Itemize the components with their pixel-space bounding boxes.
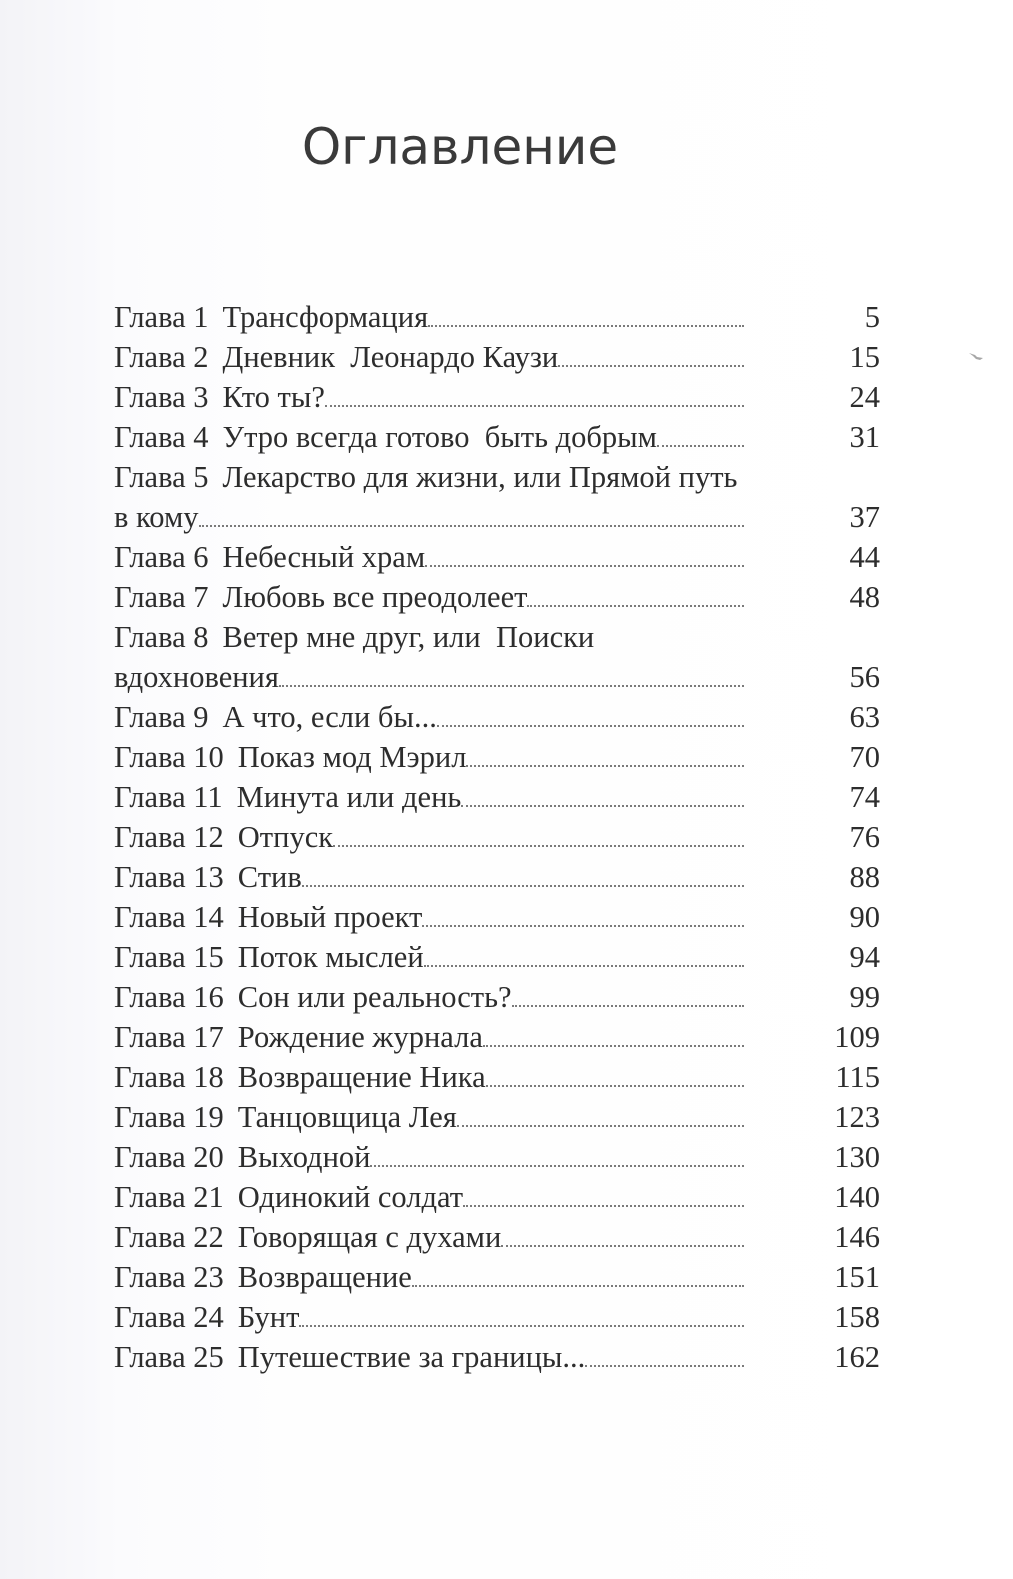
toc-entry-21[interactable] [114, 1177, 880, 1217]
chapter-number: Глава 20 [114, 1140, 224, 1174]
toc-entry-23[interactable] [114, 1257, 880, 1297]
page-number: 70 [849, 740, 880, 774]
chapter-number: Глава 12 [114, 820, 224, 854]
chapter-title: Новый проект [237, 900, 423, 934]
page-number: 31 [849, 420, 880, 454]
chapter-number: Глава 17 [114, 1020, 224, 1054]
toc-entry-18[interactable] [114, 1057, 880, 1097]
scan-speck-mark [968, 352, 986, 362]
dot-leader [486, 1085, 820, 1096]
page-number: 37 [849, 500, 880, 534]
page-number: 74 [849, 780, 880, 814]
chapter-number: Глава 11 [114, 780, 223, 814]
chapter-title: Небесный храм [222, 540, 426, 574]
dot-leader [512, 1005, 820, 1016]
chapter-title: Путешествие за границы... [237, 1340, 586, 1374]
chapter-title: А что, если бы... [222, 700, 437, 734]
page-number: 76 [849, 820, 880, 854]
dot-leader [299, 1325, 820, 1336]
toc-entry-10[interactable] [114, 737, 880, 777]
dot-leader [483, 1045, 820, 1056]
chapter-title: Утро всегда готово быть добрым [222, 420, 657, 454]
toc-entry-7[interactable] [114, 577, 880, 617]
chapter-number: Глава 22 [114, 1220, 224, 1254]
page-number: 63 [849, 700, 880, 734]
toc-entry-17[interactable] [114, 1017, 880, 1057]
dot-leader [463, 1205, 820, 1216]
dot-leader [437, 725, 820, 736]
dot-leader [501, 1245, 820, 1256]
chapter-number: Глава 23 [114, 1260, 224, 1294]
page-number: 162 [834, 1340, 880, 1374]
dot-leader [325, 405, 820, 416]
chapter-number: Глава 18 [114, 1060, 224, 1094]
page-number: 5 [864, 300, 880, 334]
page-title: Оглавление [301, 118, 619, 176]
chapter-title: Танцовщица Лея [237, 1100, 457, 1134]
dot-leader [457, 1125, 820, 1136]
chapter-title: Выходной [237, 1140, 371, 1174]
page-number: 99 [849, 980, 880, 1014]
chapter-number: Глава 8 [114, 620, 209, 654]
page-number: 94 [849, 940, 880, 974]
chapter-number: Глава 4 [114, 420, 209, 454]
chapter-title: Возвращение Ника [237, 1060, 486, 1094]
chapter-title: Бунт [237, 1300, 300, 1334]
chapter-title-continuation: вдохновения [114, 660, 279, 694]
page-number: 88 [849, 860, 880, 894]
dot-leader [199, 525, 820, 536]
toc-entry-24[interactable] [114, 1297, 880, 1337]
page-number: 130 [834, 1140, 880, 1174]
dot-leader [302, 885, 820, 896]
dot-leader [558, 365, 820, 376]
dot-leader [657, 445, 820, 456]
dot-leader [461, 805, 820, 816]
chapter-title: Говорящая с духами [237, 1220, 502, 1254]
chapter-number: Глава 15 [114, 940, 224, 974]
chapter-title: Рождение журнала [237, 1020, 483, 1054]
toc-entry-13[interactable] [114, 857, 880, 897]
page-number: 115 [835, 1060, 880, 1094]
dot-leader [466, 765, 820, 776]
page-number: 90 [849, 900, 880, 934]
chapter-title: Поток мыслей [237, 940, 424, 974]
page-number: 146 [834, 1220, 880, 1254]
chapter-number: Глава 21 [114, 1180, 224, 1214]
dot-leader [428, 325, 820, 336]
page-number: 56 [849, 660, 880, 694]
chapter-title: Стив [237, 860, 302, 894]
toc-entry-20[interactable] [114, 1137, 880, 1177]
table-of-contents [114, 297, 880, 1377]
chapter-title: Любовь все преодолеет [222, 580, 528, 614]
toc-entry-5[interactable] [114, 457, 880, 537]
chapter-title: Ветер мне друг, или Поиски [222, 620, 595, 654]
chapter-title: Минута или день [236, 780, 462, 814]
chapter-number: Глава 24 [114, 1300, 224, 1334]
chapter-title: Возвращение [237, 1260, 412, 1294]
chapter-title-continuation: в кому [114, 500, 199, 534]
toc-entry-3[interactable] [114, 377, 880, 417]
chapter-number: Глава 10 [114, 740, 224, 774]
toc-entry-22[interactable] [114, 1217, 880, 1257]
chapter-title: Кто ты? [222, 380, 325, 414]
chapter-number: Глава 14 [114, 900, 224, 934]
dot-leader [424, 965, 820, 976]
dot-leader [425, 565, 820, 576]
page-number: 140 [834, 1180, 880, 1214]
chapter-title: Сон или реальность? [237, 980, 512, 1014]
chapter-number: Глава 9 [114, 700, 209, 734]
toc-entry-25[interactable] [114, 1337, 880, 1377]
chapter-number: Глава 3 [114, 380, 209, 414]
page-number: 123 [834, 1100, 880, 1134]
chapter-number: Глава 16 [114, 980, 224, 1014]
toc-entry-16[interactable] [114, 977, 880, 1017]
toc-entry-4[interactable] [114, 417, 880, 457]
chapter-number: Глава 6 [114, 540, 209, 574]
chapter-title: Лекарство для жизни, или Прямой путь [222, 460, 738, 494]
chapter-number: Глава 1 [114, 300, 209, 334]
dot-leader [279, 685, 820, 696]
chapter-number: Глава 25 [114, 1340, 224, 1374]
dot-leader [333, 845, 820, 856]
page-number: 151 [834, 1260, 880, 1294]
toc-entry-2[interactable] [114, 337, 880, 377]
dot-leader [412, 1285, 820, 1296]
page-number: 48 [849, 580, 880, 614]
chapter-number: Глава 13 [114, 860, 224, 894]
toc-entry-12[interactable] [114, 817, 880, 857]
page-number: 15 [849, 340, 880, 374]
dot-leader [370, 1165, 820, 1176]
chapter-title: Показ мод Мэрил [237, 740, 467, 774]
toc-entry-19[interactable] [114, 1097, 880, 1137]
toc-entry-11[interactable] [114, 777, 880, 817]
page-number: 24 [849, 380, 880, 414]
toc-entry-15[interactable] [114, 937, 880, 977]
dot-leader [585, 1365, 820, 1376]
chapter-number: Глава 5 [114, 460, 209, 494]
chapter-title: Отпуск [237, 820, 334, 854]
dot-leader [422, 925, 820, 936]
toc-entry-6[interactable] [114, 537, 880, 577]
chapter-title: Одинокий солдат [237, 1180, 464, 1214]
toc-entry-1[interactable] [114, 297, 880, 337]
chapter-number: Глава 7 [114, 580, 209, 614]
toc-entry-8[interactable] [114, 617, 880, 697]
page-number: 158 [834, 1300, 880, 1334]
dot-leader [527, 605, 820, 616]
toc-entry-14[interactable] [114, 897, 880, 937]
chapter-number: Глава 2 [114, 340, 209, 374]
page-number: 44 [849, 540, 880, 574]
chapter-title: Дневник Леонардо Каузи [222, 340, 559, 374]
page-number: 109 [834, 1020, 880, 1054]
toc-entry-9[interactable] [114, 697, 880, 737]
chapter-title: Трансформация [222, 300, 429, 334]
chapter-number: Глава 19 [114, 1100, 224, 1134]
